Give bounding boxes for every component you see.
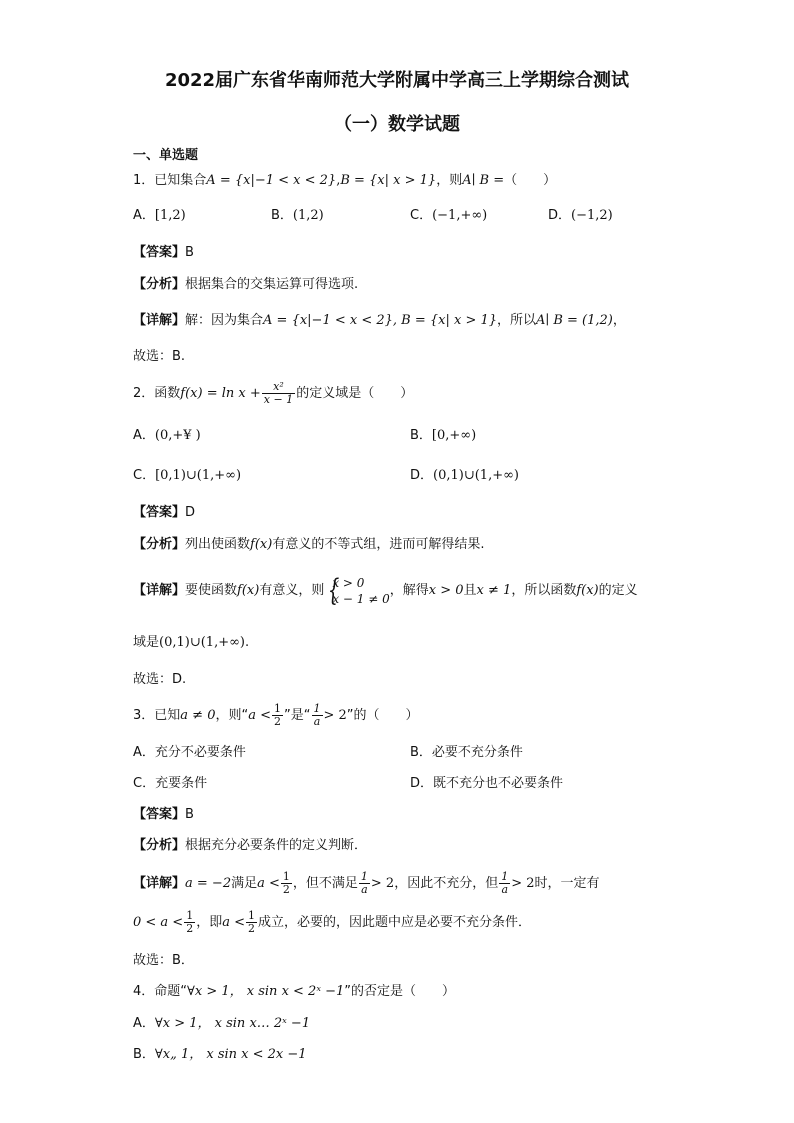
detail-range: 0 < a < xyxy=(133,915,184,930)
option-value: (0,1)∪(1,+∞) xyxy=(433,468,519,483)
detail-function: f(x) xyxy=(237,583,260,598)
q1-comma: , xyxy=(336,173,341,188)
fraction-numerator: 1 xyxy=(360,870,368,883)
option-value: ∀x„ 1， x sin x < 2x −1 xyxy=(154,1047,307,1062)
detail-result: A∣ B = (1,2) xyxy=(536,313,613,328)
option-value: [0,1)∪(1,+∞) xyxy=(155,468,242,483)
detail-text: ，即 xyxy=(196,915,223,930)
fraction-denominator: 2 xyxy=(274,715,282,728)
fraction-numerator: 1 xyxy=(274,702,282,715)
detail-q: > 2 xyxy=(511,876,535,891)
option-letter: D． xyxy=(548,208,572,223)
answer-value: B xyxy=(185,245,194,260)
analysis-tag: 【分析】 xyxy=(133,838,186,853)
q3-stem xyxy=(133,703,419,729)
analysis-text: 根据集合的交集运算可得选项. xyxy=(185,277,359,292)
q3-p: a < xyxy=(248,708,272,723)
q1-stem-mid: ，则 xyxy=(436,173,463,188)
q1-option-a xyxy=(133,207,186,225)
option-letter: A． xyxy=(133,1016,155,1031)
option-value: (1,2) xyxy=(292,208,324,223)
option-letter: B． xyxy=(133,1047,155,1062)
q2-stem-post: 的定义域是（ ） xyxy=(296,386,414,401)
detail-p: a < xyxy=(222,915,246,930)
option-letter: C． xyxy=(410,208,433,223)
detail-text: 满足 xyxy=(231,876,258,891)
q4-number: 4． xyxy=(133,984,155,999)
half-fraction xyxy=(246,910,257,935)
q1-analysis xyxy=(133,276,358,294)
q4-proposition: ∀x > 1， x sin x < 2ˣ −1 xyxy=(187,984,345,999)
page-subtitle: （一）数学试题 xyxy=(334,114,460,135)
q4-option-b xyxy=(133,1046,307,1064)
q3-stem-post: ”的（ ） xyxy=(346,708,419,723)
detail-text: ，因此不充分，但 xyxy=(394,876,499,891)
fraction-numerator: 1 xyxy=(501,870,509,883)
q2-option-b xyxy=(410,427,476,445)
detail-text: 时，一定有 xyxy=(534,876,600,891)
q1-set-b: B = {x| x > 1} xyxy=(340,173,437,188)
q1-expr: A∣ B = xyxy=(462,173,505,188)
q3-option-a xyxy=(133,744,246,762)
page-title: 2022届广东省华南师范大学附属中学高三上学期综合测试 xyxy=(164,70,630,91)
half-fraction xyxy=(272,703,283,728)
q2-stem-pre: 函数 xyxy=(154,386,181,401)
q2-function: f(x) = ln x + xyxy=(180,386,261,401)
q2-option-a xyxy=(133,427,201,445)
detail-text: 的定义 xyxy=(598,583,638,598)
inverse-fraction xyxy=(499,871,510,896)
q2-detail xyxy=(133,574,638,608)
q2-analysis xyxy=(133,536,484,554)
detail-example: a = −2 xyxy=(185,876,232,891)
q1-detail xyxy=(133,312,626,330)
option-value: (−1,+∞) xyxy=(432,208,488,223)
option-letter: C． xyxy=(133,468,156,483)
q3-answer xyxy=(133,806,194,824)
option-value: ∀x > 1， x sin x… 2ˣ −1 xyxy=(154,1016,311,1031)
fraction-denominator: 2 xyxy=(282,883,290,896)
fraction-numerator: 1 xyxy=(248,909,256,922)
half-fraction xyxy=(184,910,195,935)
answer-value: B xyxy=(185,807,194,822)
fraction-numerator: 1 xyxy=(186,909,194,922)
fraction-numerator: x² xyxy=(262,381,295,394)
q3-detail-line2 xyxy=(133,910,531,936)
detail-text: ，解得 xyxy=(389,583,429,598)
q2-option-c xyxy=(133,467,241,485)
fraction-denominator: 2 xyxy=(248,922,256,935)
q1-conclusion: 故选：B. xyxy=(133,349,186,364)
system-row: x > 0 xyxy=(332,575,365,590)
detail-text: . xyxy=(245,635,250,650)
fraction-denominator: 2 xyxy=(186,922,194,935)
q3-conclusion: 故选：B． xyxy=(133,953,194,968)
option-value: 既不充分也不必要条件 xyxy=(433,776,564,791)
option-letter: A． xyxy=(133,745,155,760)
detail-text: ，但不满足 xyxy=(292,876,358,891)
q2-detail-line2 xyxy=(133,634,249,652)
q4-stem-post: ”的否定是（ ） xyxy=(344,984,455,999)
detail-q: > 2 xyxy=(370,876,395,891)
q1-set-a: A = {x|−1 < x < 2} xyxy=(206,173,337,188)
inequality-system xyxy=(324,572,390,608)
q2-conclusion: 故选：D. xyxy=(133,672,187,687)
analysis-tag: 【分析】 xyxy=(133,277,186,292)
q4-stem xyxy=(133,983,455,1001)
answer-tag: 【答案】 xyxy=(133,505,186,520)
q3-stem-text: ”是“ xyxy=(284,708,311,723)
detail-sets: A = {x|−1 < x < 2}, B = {x| x > 1} xyxy=(263,313,498,328)
analysis-function: f(x) xyxy=(250,537,273,552)
analysis-text: 根据充分必要条件的定义判断． xyxy=(185,838,368,853)
q3-option-d xyxy=(410,775,563,793)
detail-text: 且 xyxy=(463,583,477,598)
q2-fraction xyxy=(262,381,295,406)
section-heading: 一、单选题 xyxy=(133,148,199,163)
q1-option-b xyxy=(271,207,324,225)
q1-stem xyxy=(133,172,556,190)
detail-domain: (0,1)∪(1,+∞) xyxy=(159,635,245,650)
q1-stem-pre: 已知集合 xyxy=(154,173,207,188)
q3-detail xyxy=(133,871,600,897)
detail-tag: 【详解】 xyxy=(133,876,186,891)
q3-option-b xyxy=(410,744,523,762)
q1-option-c xyxy=(410,207,487,225)
option-value: 必要不充分条件 xyxy=(431,745,523,760)
detail-text: 域是 xyxy=(133,635,160,650)
option-value: 充要条件 xyxy=(155,776,208,791)
option-value: [0,+∞) xyxy=(431,428,477,443)
analysis-text: 有意义的不等式组，进而可解得结果. xyxy=(272,537,485,552)
option-value: (−1,2) xyxy=(571,208,613,223)
fraction-denominator: a xyxy=(501,883,508,896)
option-value: [1,2) xyxy=(154,208,186,223)
inverse-fraction xyxy=(312,703,323,728)
option-value: 充分不必要条件 xyxy=(154,745,246,760)
fraction-numerator: 1 xyxy=(313,702,321,715)
q4-stem-pre: 命题“ xyxy=(154,984,188,999)
fraction-denominator: a xyxy=(361,883,368,896)
q1-option-d xyxy=(548,207,613,225)
option-letter: B． xyxy=(271,208,293,223)
q3-stem-pre: 已知 xyxy=(154,708,181,723)
option-letter: B． xyxy=(410,428,432,443)
q2-option-d xyxy=(410,467,519,485)
detail-text: ，所以 xyxy=(497,313,537,328)
q1-stem-post: （ ） xyxy=(504,173,557,188)
q4-option-a xyxy=(133,1015,310,1033)
detail-p: a < xyxy=(257,876,280,891)
option-letter: B． xyxy=(410,745,432,760)
analysis-text: 列出使函数 xyxy=(185,537,251,552)
q1-answer xyxy=(133,244,194,262)
system-row: x − 1 ≠ 0 xyxy=(332,591,390,606)
detail-tag: 【详解】 xyxy=(133,313,186,328)
detail-text: ， xyxy=(612,313,626,328)
q3-analysis xyxy=(133,837,367,855)
option-letter: D． xyxy=(410,776,434,791)
analysis-tag: 【分析】 xyxy=(133,537,186,552)
fraction-denominator: a xyxy=(313,715,321,728)
detail-text: 解：因为集合 xyxy=(185,313,264,328)
inverse-fraction xyxy=(359,871,370,896)
option-letter: D． xyxy=(410,468,434,483)
option-letter: A． xyxy=(133,208,155,223)
answer-tag: 【答案】 xyxy=(133,245,186,260)
answer-value: D xyxy=(185,505,196,520)
detail-text: ，所以函数 xyxy=(511,583,577,598)
detail-condition: x ≠ 1 xyxy=(476,583,512,598)
q3-condition: a ≠ 0 xyxy=(180,708,216,723)
answer-tag: 【答案】 xyxy=(133,807,186,822)
q2-answer xyxy=(133,504,195,522)
detail-text: 要使函数 xyxy=(185,583,238,598)
detail-text: 有意义，则 xyxy=(259,583,325,598)
half-fraction xyxy=(281,871,292,896)
detail-tag: 【详解】 xyxy=(133,583,186,598)
q1-number: 1． xyxy=(133,173,155,188)
option-value: (0,+¥ ) xyxy=(154,428,201,443)
option-letter: A． xyxy=(133,428,155,443)
q2-stem xyxy=(133,381,413,407)
fraction-numerator: 1 xyxy=(282,870,290,883)
q3-q: > 2 xyxy=(323,708,347,723)
q3-stem-text: ，则“ xyxy=(215,708,249,723)
q3-number: 3． xyxy=(133,708,155,723)
q2-number: 2． xyxy=(133,386,155,401)
option-letter: C． xyxy=(133,776,156,791)
detail-function: f(x) xyxy=(576,583,599,598)
detail-condition: x > 0 xyxy=(428,583,464,598)
detail-text: 成立，必要的，因此题中应是必要不充分条件． xyxy=(258,915,532,930)
brace: { xyxy=(328,572,340,608)
q3-option-c xyxy=(133,775,207,793)
fraction-denominator: x − 1 xyxy=(263,393,294,406)
